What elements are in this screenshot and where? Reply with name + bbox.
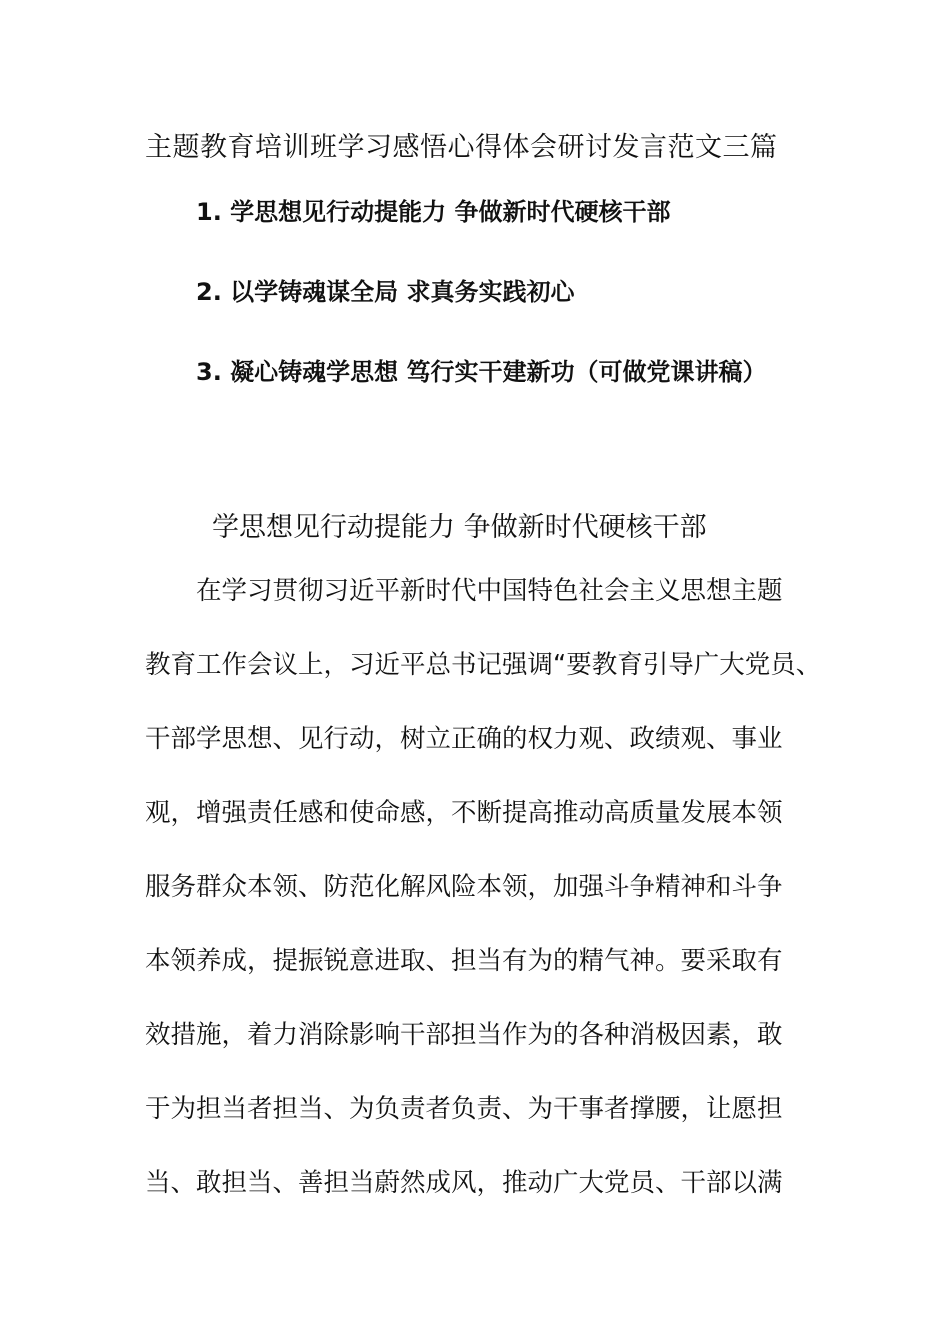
body-line: 在学习贯彻习近平新时代中国特色社会主义思想主题: [196, 576, 783, 606]
body-line: 干部学思想、见行动，树立正确的权力观、政绩观、事业: [145, 724, 783, 754]
body-line: 观，增强责任感和使命感，不断提高推动高质量发展本领: [145, 798, 783, 828]
body-line: 当、敢担当、善担当蔚然成风，推动广大党员、干部以满: [145, 1168, 783, 1198]
body-line: 于为担当者担当、为负责者负责、为干事者撑腰，让愿担: [145, 1094, 783, 1124]
toc-item-2: 2. 以学铸魂谋全局 求真务实践初心: [196, 278, 575, 306]
body-line: 效措施，着力消除影响干部担当作为的各种消极因素，敢: [145, 1020, 783, 1050]
body-line: 本领养成，提振锐意进取、担当有为的精气神。要采取有: [145, 946, 783, 976]
body-line: 服务群众本领、防范化解风险本领，加强斗争精神和斗争: [145, 872, 783, 902]
toc-item-3: 3. 凝心铸魂学思想 笃行实干建新功（可做党课讲稿）: [196, 358, 767, 386]
toc-item-1: 1. 学思想见行动提能力 争做新时代硬核干部: [196, 198, 671, 226]
body-line: 教育工作会议上，习近平总书记强调“要教育引导广大党员、: [145, 650, 822, 680]
document-title: 主题教育培训班学习感悟心得体会研讨发言范文三篇: [145, 132, 778, 163]
section-title: 学思想见行动提能力 争做新时代硬核干部: [212, 512, 707, 543]
